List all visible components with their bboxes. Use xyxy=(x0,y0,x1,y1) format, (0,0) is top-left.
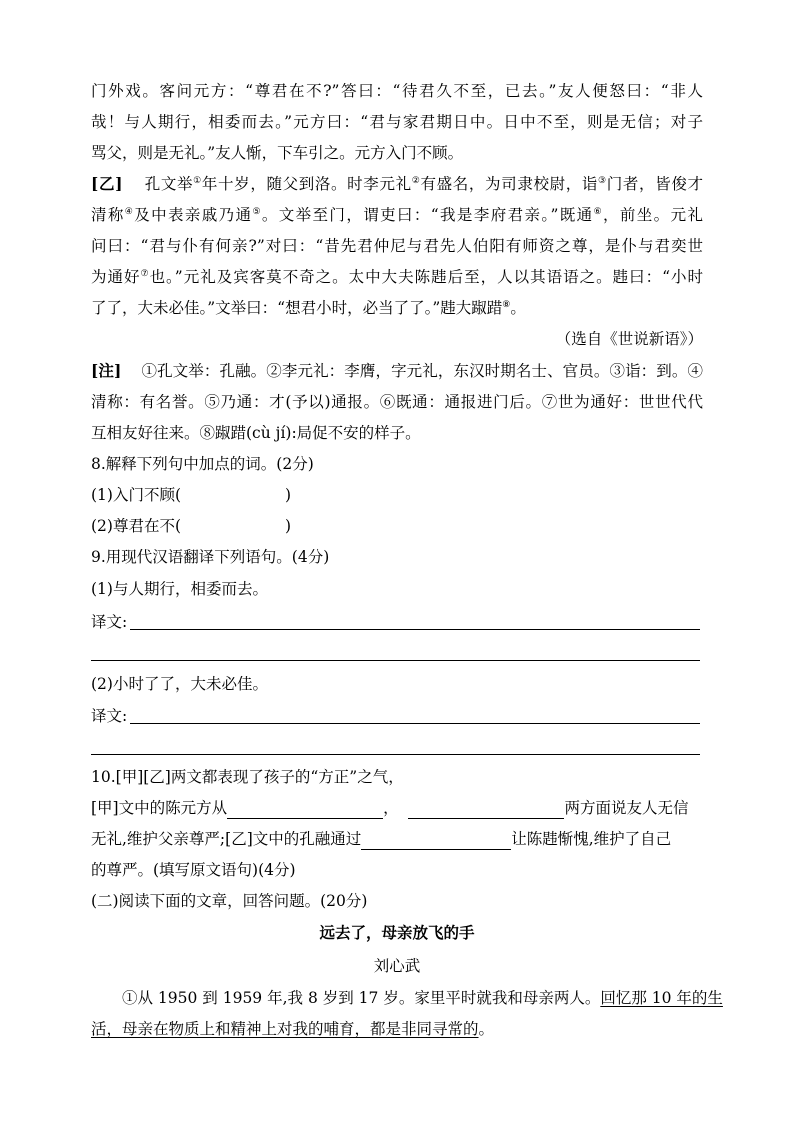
question-10-line-1: [甲]文中的陈元方从 ， 两方面说友人无信 xyxy=(91,799,689,817)
question-9-title: 9.用现代汉语翻译下列语句。(4分) xyxy=(91,548,330,566)
yi-label: [乙] xyxy=(91,174,123,193)
section-title: (二)阅读下面的文章，回答问题。(20分) xyxy=(91,892,368,910)
essay-paragraph-1-line-1: ①从 1950 到 1959 年,我 8 岁到 17 岁。家里平时就我和母亲两人。回忆那 10 年的生 xyxy=(122,989,723,1007)
answer-line[interactable] xyxy=(91,660,700,661)
fill-blank[interactable] xyxy=(408,802,564,819)
translation-label: 译文: xyxy=(91,707,128,725)
question-10-line-2: 无礼,维护父亲尊严;[乙]文中的孔融通过 让陈韪惭愧,维护了自己 xyxy=(91,830,672,848)
question-9-sentence-1: (1)与人期行，相委而去。 xyxy=(91,580,268,598)
question-8-title: 8.解释下列句中加点的词。(2分) xyxy=(91,455,314,473)
text-line: 门外戏。客问元方：“尊君在不?”答曰：“待君久不至，已去。”友人便怒曰：“非人 xyxy=(91,82,703,100)
note-line-1: [注] ①孔文举：孔融。②李元礼：李膺，字元礼，东汉时期名士、官员。③诣：到。④ xyxy=(91,361,703,380)
yi-line-4: 为通好⑦也。”元礼及宾客莫不奇之。太中大夫陈韪后至，人以其语语之。韪曰：“小时 xyxy=(91,268,703,286)
question-9-sentence-2: (2)小时了了，大未必佳。 xyxy=(91,675,268,693)
question-10-line-3: 的尊严。(填写原文语句)(4分) xyxy=(91,861,296,879)
question-10-title: 10.[甲][乙]两文都表现了孩子的“方正”之气， xyxy=(91,768,404,786)
underlined-sentence: 活，母亲在物质上和精神上对我的哺育，都是非同寻常的 xyxy=(91,1020,479,1038)
note-line-2: 清称：有名誉。⑤乃通：才(予以)通报。⑥既通：通报进门后。⑦世为通好：世世代代 xyxy=(91,393,703,411)
fill-blank[interactable] xyxy=(227,802,383,819)
essay-paragraph-1-line-2: 活，母亲在物质上和精神上对我的哺育，都是非同寻常的。 xyxy=(91,1020,495,1038)
text-line: 骂父，则是无礼。”友人惭，下车引之。元方入门不顾。 xyxy=(91,144,464,162)
yi-line-1: [乙] 孔文举①年十岁，随父到洛。时李元礼②有盛名，为司隶校尉，诣③门者，皆俊才 xyxy=(91,174,703,193)
answer-line[interactable] xyxy=(91,754,700,755)
essay-author: 刘心武 xyxy=(373,957,421,975)
fill-blank[interactable] xyxy=(361,833,511,850)
yi-line-2: 清称④及中表亲戚乃通⑤。文举至门，谓吏曰：“我是李府君亲。”既通⑥，前坐。元礼 xyxy=(91,206,703,224)
underlined-sentence: 回忆那 10 年的生 xyxy=(600,989,723,1007)
answer-line[interactable] xyxy=(130,723,700,724)
yi-line-3: 问曰：“君与仆有何亲?”对曰：“昔先君仲尼与君先人伯阳有师资之尊，是仆与君奕世 xyxy=(91,237,703,255)
yi-line-5: 了了，大未必佳。”文举曰：“想君小时，必当了了。”韪大踧踖⑧。 xyxy=(91,299,526,317)
answer-line[interactable] xyxy=(130,629,700,630)
question-8-item-2: (2)尊君在不( ) xyxy=(91,517,292,535)
translation-label: 译文: xyxy=(91,613,128,631)
note-line-3: 互相友好往来。⑧踧踖(cù jí):局促不安的样子。 xyxy=(91,424,421,442)
text-line: 哉！与人期行，相委而去。”元方曰：“君与家君期日中。日中不至，则是无信；对子 xyxy=(91,113,703,131)
source-citation: （选自《世说新语》） xyxy=(555,330,703,348)
question-8-item-1: (1)入门不顾( ) xyxy=(91,486,292,504)
note-label: [注] xyxy=(91,361,122,380)
essay-title: 远去了，母亲放飞的手 xyxy=(319,923,475,942)
